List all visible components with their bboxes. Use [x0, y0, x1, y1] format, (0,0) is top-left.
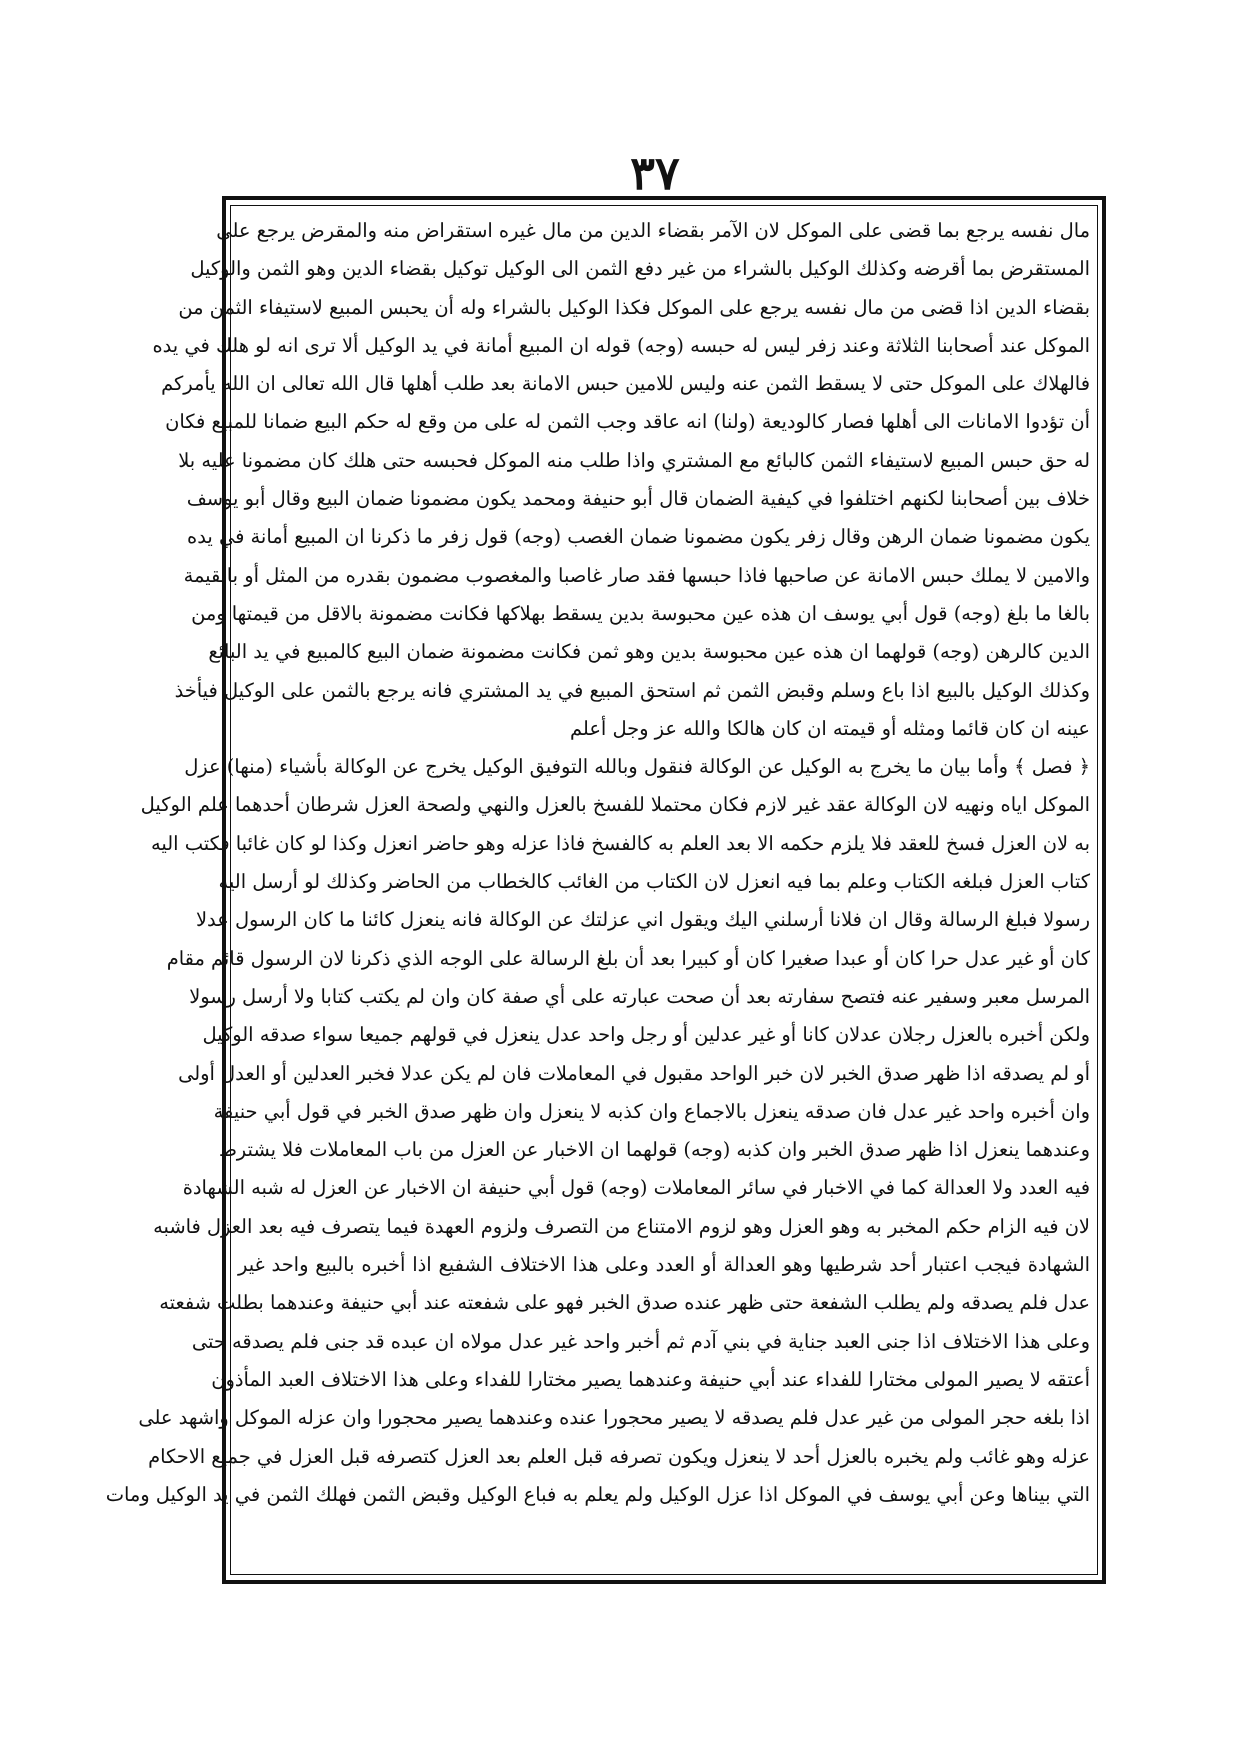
text-line: لان فيه الزام حكم المخبر به وهو العزل وهو لزوم الامتناع من التصرف ولزوم العهدة فيما يتصرف فيه بعد العزل فاشبه — [153, 1214, 1090, 1238]
text-line: بقضاء الدين اذا قضى من مال نفسه يرجع على الموكل فكذا الوكيل بالشراء وله أن يحبس المبيع لاستيفاء الثمن من — [178, 295, 1090, 319]
text-line: وان أخبره واحد غير عدل فان صدقه ينعزل بالاجماع وان كذبه لا ينعزل وان ظهر صدق الخبر في قول أبي حنيفة — [213, 1099, 1090, 1123]
text-line: به لان العزل فسخ للعقد فلا يلزم حكمه الا بعد العلم به كالفسخ فاذا عزله وهو حاضر انعزل وكذا لو كان غائبا فكتب اليه — [151, 831, 1090, 855]
body-text — [105, 212, 1090, 1552]
text-line: بالغا ما بلغ (وجه) قول أبي يوسف ان هذه عين محبوسة بدين يسقط بهلاكها فكانت مضمونة بالاقل من قيمتها ومن — [191, 601, 1090, 625]
text-line: وعلى هذا الاختلاف اذا جنى العبد جناية في بني آدم ثم أخبر واحد غير عدل مولاه ان عبده قد جنى فلم يصدقه حتى — [191, 1329, 1090, 1353]
text-line: الموكل عند أصحابنا الثلاثة وعند زفر ليس له حبسه (وجه) قوله ان المبيع أمانة في يد الوكيل ألا ترى انه لو هلك في يده — [152, 333, 1090, 357]
text-line: عينه ان كان قائما ومثله أو قيمته ان كان هالكا والله عز وجل أعلم — [570, 716, 1090, 740]
text-line: وعندهما ينعزل اذا ظهر صدق الخبر وان كذبه (وجه) قولهما ان الاخبار عن العزل من باب المعاملات فلا يشترط — [218, 1138, 1090, 1162]
text-line: الشهادة فيجب اعتبار أحد شرطيها وهو العدالة أو العدد وعلى هذا الاختلاف الشفيع اذا أخبره بالبيع واحد غير — [238, 1253, 1090, 1277]
section-heading-line: ﴿ فصل ﴾ وأما بيان ما يخرج به الوكيل عن الوكالة فنقول وبالله التوفيق الوكيل يخرج عن الوكالة بأشياء (منها) عزل — [184, 755, 1090, 779]
text-line: فيه العدد ولا العدالة كما في الاخبار في سائر المعاملات (وجه) قول أبي حنيفة ان الاخبار عن العزل له شبه الشهادة — [182, 1176, 1090, 1200]
text-line — [238, 1514, 1090, 1552]
text-line: وكذلك الوكيل بالبيع اذا باع وسلم وقبض الثمن ثم استحق المبيع في يد المشتري فانه يرجع بالثمن على الوكيل فيأخذ — [174, 678, 1090, 702]
text-line: كان أو غير عدل حرا كان أو عبدا صغيرا كان أو كبيرا بعد أن بلغ الرسالة على الوجه الذي ذكرنا لان الرسول قائم مقام — [166, 946, 1090, 970]
text-line: الدين كالرهن (وجه) قولهما ان هذه عين محبوسة بدين وهو ثمن فكانت مضمونة ضمان البيع كالمبيع في يد البائع — [208, 640, 1090, 664]
text-line: يكون مضمونا ضمان الرهن وقال زفر يكون مضمونا ضمان الغصب (وجه) قول زفر ما ذكرنا ان المبيع أمانة في يده — [187, 525, 1090, 549]
text-line: ولكن أخبره بالعزل رجلان عدلان كانا أو غير عدلين أو رجل واحد عدل ينعزل في قولهم جميعا سواء صدقه الوكيل — [202, 1023, 1090, 1047]
text-line: كتاب العزل فبلغه الكتاب وعلم بما فيه انعزل لان الكتاب من الغائب كالخطاب من الحاضر وكذلك لو أرسل اليه — [218, 870, 1090, 894]
text-line: المستقرض بما أقرضه وكذلك الوكيل بالشراء من غير دفع الثمن الى الوكيل توكيل بقضاء الدين وهو الثمن والوكيل — [190, 257, 1090, 281]
text-line: والامين لا يملك حبس الامانة عن صاحبها فاذا حبسها فقد صار غاصبا والمغصوب مضمون بقدره من المثل أو بالقيمة — [183, 563, 1090, 587]
text-line: عدل فلم يصدقه ولم يطلب الشفعة حتى ظهر عنده صدق الخبر فهو على شفعته عند أبي حنيفة وعندهما بطلت شفعته — [159, 1291, 1090, 1315]
text-line: خلاف بين أصحابنا لكنهم اختلفوا في كيفية الضمان قال أبو حنيفة ومحمد يكون مضمونا ضمان البيع وقال أبو يوسف — [186, 487, 1090, 511]
text-line: أو لم يصدقه اذا ظهر صدق الخبر لان خبر الواحد مقبول في المعاملات فان لم يكن عدلا فخبر العدلين أو العدل أولى — [178, 1061, 1090, 1085]
page-number: ٣٧ — [630, 146, 680, 200]
text-line: مال نفسه يرجع بما قضى على الموكل لان الآمر بقضاء الدين من مال غيره استقراض منه والمقرض يرجع على — [216, 219, 1090, 242]
text-line: اذا بلغه حجر المولى من غير عدل فلم يصدقه لا يصير محجورا عنده وعندهما يصير محجورا وان عزله الموكل واشهد على — [138, 1406, 1090, 1430]
text-line: عزله وهو غائب ولم يخبره بالعزل أحد لا ينعزل ويكون تصرفه قبل العلم بعد العزل كتصرفه قبل العزل في جميع الاحكام — [148, 1444, 1090, 1468]
text-line: له حق حبس المبيع لاستيفاء الثمن كالبائع مع المشتري واذا طلب منه الموكل فحبسه حتى هلك كان مضمونا عليه بلا — [178, 448, 1090, 472]
text-line: رسولا فبلغ الرسالة وقال ان فلانا أرسلني اليك ويقول اني عزلتك عن الوكالة فانه ينعزل كائنا ما كان الرسول عدلا — [196, 908, 1090, 932]
text-line: الموكل اياه ونهيه لان الوكالة عقد غير لازم فكان محتملا للفسخ بالعزل والنهي ولصحة العزل شرطان أحدهما علم الوكيل — [140, 793, 1090, 817]
text-line: أعتقه لا يصير المولى مختارا للفداء عند أبي حنيفة وعندهما يصير مختارا للفداء وعلى هذا الاختلاف العبد المأذون — [211, 1367, 1090, 1391]
text-line: التي بيناها وعن أبي يوسف في الموكل اذا عزل الوكيل ولم يعلم به فباع الوكيل وقبض الثمن فهلك الثمن في يد الوكيل ومات — [105, 1482, 1090, 1506]
text-line: أن تؤدوا الامانات الى أهلها فصار كالوديعة (ولنا) انه عاقد وجب الثمن له على من وقع له حكم البيع ضمانا للمبيع فكان — [165, 410, 1090, 434]
text-line: فالهلاك على الموكل حتى لا يسقط الثمن عنه وليس للامين حبس الامانة بعد طلب أهلها قال الله تعالى ان الله يأمركم — [161, 372, 1090, 396]
text-line: المرسل معبر وسفير عنه فتصح سفارته بعد أن صحت عبارته على أي صفة كان وان لم يكتب كتابا ولا أرسل رسولا — [189, 984, 1090, 1008]
